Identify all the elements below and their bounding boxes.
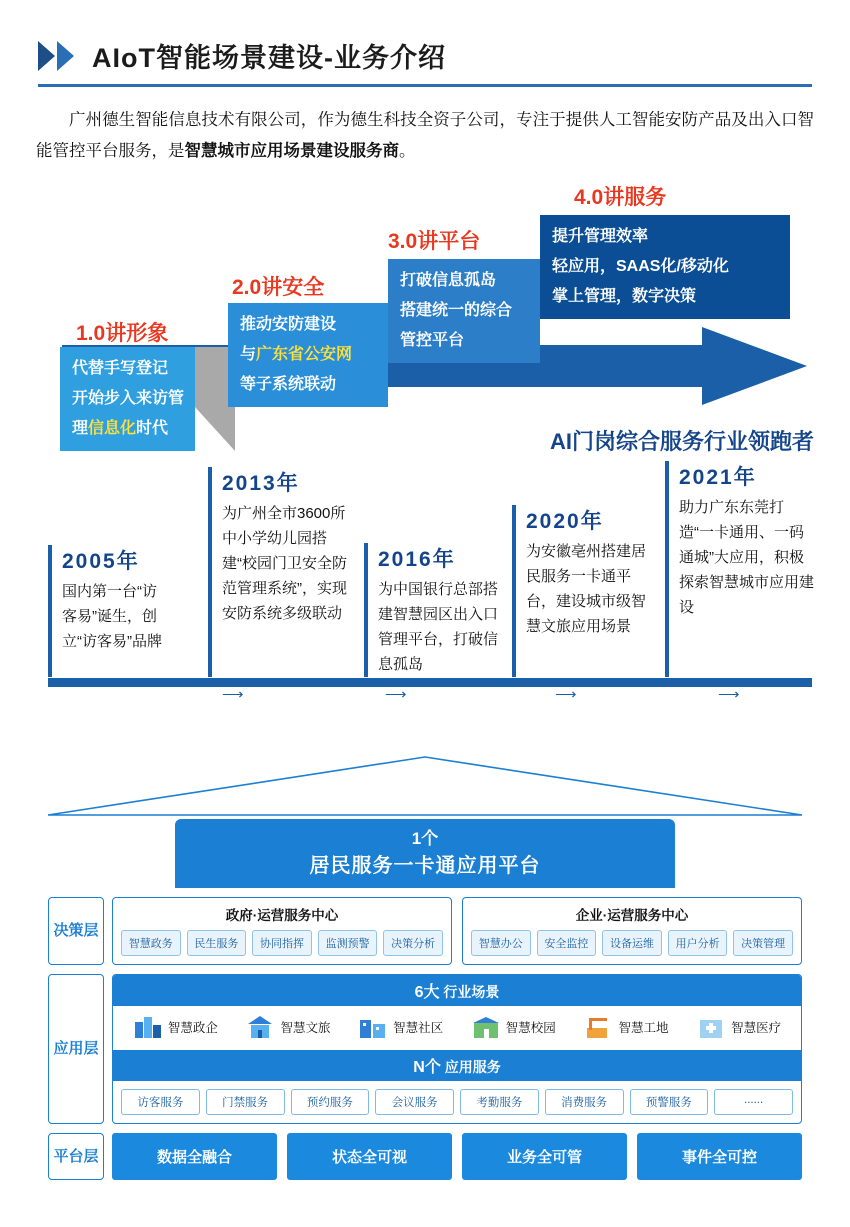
crane-icon: [583, 1014, 613, 1040]
stage-2-line-2: 与广东省公安网: [240, 346, 353, 363]
service-chip[interactable]: 门禁服务: [206, 1089, 285, 1115]
timeline-item-2016: [364, 543, 509, 677]
service-row: [113, 1081, 801, 1115]
gov-panel-title: 政府·运营服务中心: [225, 908, 339, 923]
school-icon: [471, 1014, 501, 1040]
gov-chip[interactable]: 决策分析: [383, 930, 443, 956]
service-chip[interactable]: 会议服务: [375, 1089, 454, 1115]
timeline-bar: [208, 467, 212, 677]
stage-2-box: [228, 303, 388, 407]
service-chip[interactable]: ......: [714, 1089, 793, 1115]
service-band-label: 应用服务: [444, 1059, 501, 1075]
intro-text-bold: 智慧城市应用场景建设服务商: [184, 142, 399, 160]
timeline-text-2020: 为安徽亳州搭建居民服务一卡通平台，建设城市级智慧文旅应用场景: [526, 543, 647, 635]
stage-3-label: 3.0讲平台: [388, 230, 481, 253]
timeline-arrow-icon: ⟶: [555, 686, 577, 703]
scene-label: 智慧校园: [505, 1021, 556, 1035]
stage-1-highlight: 信息化: [88, 420, 137, 437]
service-chip[interactable]: 预警服务: [630, 1089, 709, 1115]
service-band-count: N个: [413, 1059, 441, 1076]
timeline-bar: [512, 505, 516, 677]
enterprise-chip[interactable]: 决策管理: [733, 930, 793, 956]
timeline-arrow-icon: ⟶: [222, 686, 244, 703]
hospital-icon: [696, 1014, 726, 1040]
intro-text-3: 。: [399, 142, 416, 160]
stage-1-box: [60, 347, 195, 451]
scene-label: 智慧文旅: [280, 1021, 331, 1035]
timeline-arrow-icon: ⟶: [385, 686, 407, 703]
gov-chip[interactable]: 协同指挥: [252, 930, 312, 956]
scene-label: 智慧政企: [167, 1021, 218, 1035]
timeline-item-2020: [512, 505, 657, 639]
stage-4-line-1: 提升管理效率: [552, 228, 649, 245]
service-chip[interactable]: 考勤服务: [460, 1089, 539, 1115]
timeline-bar: [364, 543, 368, 677]
gov-chip-row: [121, 930, 443, 956]
stage-1-line-3: 理信息化时代: [72, 420, 169, 437]
stage-2-line-3: 等子系统联动: [240, 376, 337, 393]
decision-layer-body: [112, 897, 802, 965]
timeline-year-2020: 2020年: [526, 510, 604, 533]
stage-2-line-1: 推动安防建设: [240, 316, 337, 333]
timeline-item-2005: [48, 545, 168, 654]
enterprise-chip[interactable]: 安全监控: [537, 930, 597, 956]
stage-4-box: [540, 215, 790, 319]
stage-4-line-3: 掌上管理，数字决策: [552, 288, 697, 305]
service-chip[interactable]: 访客服务: [121, 1089, 200, 1115]
platform-layer-tag: 平台层: [48, 1133, 104, 1180]
scene-item-construction[interactable]: [583, 1014, 668, 1040]
city-building-icon: [133, 1014, 163, 1040]
timeline-bar: [665, 461, 669, 677]
timeline-text-2016: 为中国银行总部搭建智慧园区出入口管理平台，打破信息孤岛: [378, 581, 499, 673]
timeline-year-2013: 2013年: [222, 472, 300, 495]
gov-chip[interactable]: 智慧政务: [121, 930, 181, 956]
timeline-item-2013: [208, 467, 358, 626]
gov-chip[interactable]: 民生服务: [187, 930, 247, 956]
platform-architecture: [0, 753, 850, 1180]
application-layer-tag: 应用层: [48, 974, 104, 1124]
stage-4-line-2: 轻应用，SAAS化/移动化: [552, 258, 729, 275]
intro-paragraph: [36, 105, 814, 167]
stage-3-line-2: 搭建统一的综合: [400, 302, 513, 319]
platform-cap: [175, 819, 675, 888]
gov-service-panel: [112, 897, 452, 965]
gov-chip[interactable]: 监测预警: [318, 930, 378, 956]
enterprise-chip[interactable]: 用户分析: [668, 930, 728, 956]
stage-1-line-1: 代替手写登记: [72, 360, 169, 377]
stages-section: [0, 173, 850, 463]
timeline-arrow-icon: ⟶: [718, 686, 740, 703]
title-divider: [38, 84, 812, 87]
timeline-item-2021: [665, 461, 815, 620]
scene-row: [113, 1006, 801, 1050]
enterprise-service-panel: [462, 897, 802, 965]
roof-shape-icon: [48, 753, 802, 819]
page-header: [0, 0, 850, 75]
stage-2-label: 2.0讲安全: [232, 276, 325, 299]
scene-band-label: 行业场景: [443, 984, 500, 1000]
scene-band-count: 6大: [414, 984, 440, 1001]
scene-item-gov[interactable]: [133, 1014, 218, 1040]
timeline-year-2016: 2016年: [378, 548, 456, 571]
timeline-bar: [48, 545, 52, 677]
platform-cap-count: 1个: [411, 829, 439, 848]
service-chip[interactable]: 消费服务: [545, 1089, 624, 1115]
service-chip[interactable]: 预约服务: [291, 1089, 370, 1115]
stage-3-line-1: 打破信息孤岛: [400, 272, 497, 289]
scene-item-medical[interactable]: [696, 1014, 781, 1040]
stage-3-box: [388, 259, 540, 363]
page-title: AIoT智能场景建设-业务介绍: [92, 43, 446, 73]
platform-layer-body: [112, 1133, 802, 1180]
stage-4-label: 4.0讲服务: [574, 186, 667, 209]
intro-text-1: 广州德生智能信息技术有限公司，作为德生科技全资子公司，专注于提供人工智能安防产品及出入口智能管控平台服务，是: [36, 111, 814, 160]
application-layer-row: [48, 974, 802, 1124]
scene-label: 智慧社区: [393, 1021, 444, 1035]
platform-cell[interactable]: 状态全可视: [287, 1133, 452, 1180]
enterprise-chip-row: [471, 930, 793, 956]
decision-layer-tag: 决策层: [48, 897, 104, 965]
platform-cell[interactable]: 业务全可管: [462, 1133, 627, 1180]
enterprise-panel-title: 企业·运营服务中心: [575, 908, 689, 923]
platform-roof: [0, 753, 850, 819]
stage-3-line-3: 管控平台: [400, 332, 465, 349]
leader-slogan: AI门岗综合服务行业领跑者: [549, 429, 814, 454]
scene-item-community[interactable]: [358, 1014, 443, 1040]
pagoda-icon: [245, 1014, 275, 1040]
enterprise-chip[interactable]: 智慧办公: [471, 930, 531, 956]
decision-layer-row: [48, 897, 802, 965]
stage-1-line-2: 开始步入来访管: [72, 390, 185, 407]
community-icon: [358, 1014, 388, 1040]
scene-band: [113, 975, 801, 1006]
scene-item-campus[interactable]: [471, 1014, 556, 1040]
platform-cell[interactable]: 事件全可控: [637, 1133, 802, 1180]
timeline-axis: [48, 678, 812, 687]
chevron-decoration: [38, 41, 74, 71]
timeline-section: [0, 467, 850, 717]
application-layer-panel: [112, 974, 802, 1124]
timeline-year-2021: 2021年: [679, 466, 757, 489]
scene-label: 智慧医疗: [731, 1021, 782, 1035]
timeline-text-2005: 国内第一台“访客易”诞生，创立“访客易”品牌: [62, 583, 162, 650]
platform-cell[interactable]: 数据全融合: [112, 1133, 277, 1180]
scene-label: 智慧工地: [618, 1021, 669, 1035]
timeline-text-2021: 助力广东东莞打造“一卡通用、一码通城”大应用，积极探索智慧城市应用建设: [679, 499, 815, 616]
service-band: [113, 1050, 801, 1081]
platform-layer-row: [48, 1133, 802, 1180]
timeline-text-2013: 为广州全市3600所中小学幼儿园搭建“校园门卫安全防范管理系统”，实现安防系统多级联动: [222, 505, 347, 622]
enterprise-chip[interactable]: 设备运维: [602, 930, 662, 956]
stage-1-label: 1.0讲形象: [76, 322, 169, 345]
platform-cap-name: 居民服务一卡通应用平台: [309, 855, 541, 877]
chevron-right-icon: [38, 41, 55, 71]
stage-2-highlight: 广东省公安网: [256, 346, 353, 363]
scene-item-tourism[interactable]: [245, 1014, 330, 1040]
chevron-right-icon: [57, 41, 74, 71]
timeline-year-2005: 2005年: [62, 550, 140, 573]
